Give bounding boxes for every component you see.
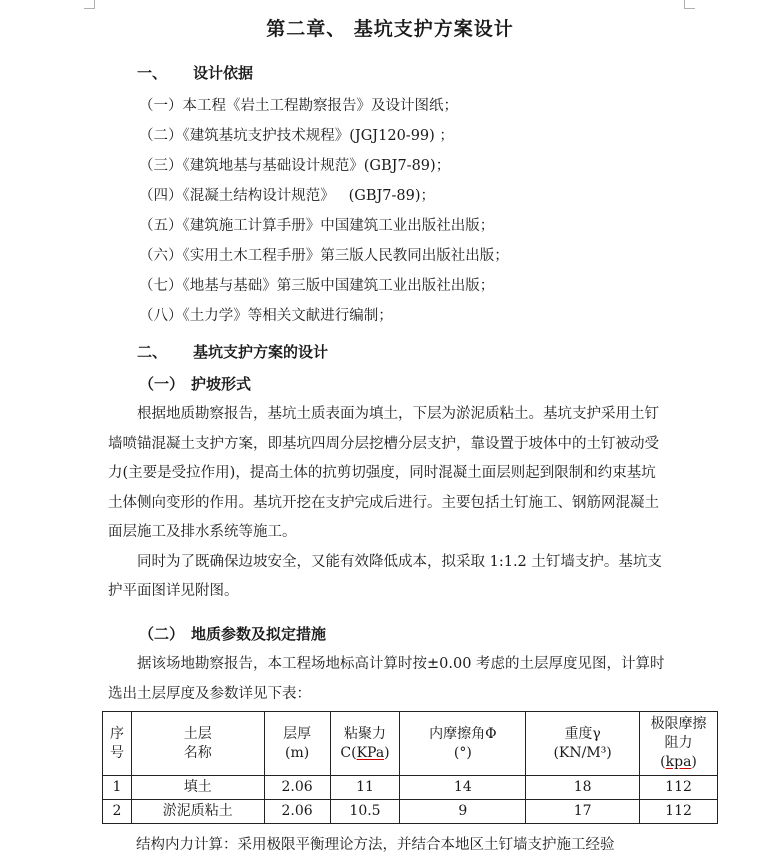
cell-friction: 9	[400, 800, 526, 824]
subsection-number: （二）	[139, 625, 185, 643]
header-cell-limit-friction: 极限摩擦 阻力 (kpa)	[640, 712, 718, 776]
cell-thickness: 2.06	[264, 776, 330, 800]
paragraph: 根据地质勘察报告，基坑土质表面为填土，下层为淤泥质粘土。基坑支护采用土钉墙喷锚混凝土支护方案，即基坑四周分层挖槽分层支护，靠设置于坡体中的土钉被动受力(主要是受拉作用)，提高土体的抗剪切强度，同时混凝土面层则起到限制和约束基坑土体侧向变形的作用。基坑开挖在支护完成后进行。主要包括土钉施工、钢筋网混凝土面层施工及排水系统等施工。	[108, 406, 659, 540]
cell-no: 2	[103, 800, 132, 824]
margin-corner-left	[84, 0, 95, 9]
geology-body	[108, 650, 668, 709]
cell-thickness: 2.06	[264, 800, 330, 824]
subsection-title: 护坡形式	[191, 375, 252, 393]
section-title: 设计依据	[193, 64, 254, 82]
table-header-row	[103, 712, 718, 776]
cell-layer: 填土	[131, 776, 264, 800]
subsection-heading-geology	[139, 623, 326, 644]
header-cell-unit-weight: 重度γ (KN/M³)	[526, 712, 640, 776]
cell-weight: 18	[526, 776, 640, 800]
basis-item-7: （七）《地基与基础》第三版中国建筑工业出版社出版；	[139, 278, 495, 294]
header-cell-layer: 土层 名称	[131, 712, 264, 776]
chapter-title: 第二章、 基坑支护方案设计	[266, 18, 514, 40]
section-heading-design	[137, 341, 328, 362]
header-cell-thickness: 层厚 (m)	[264, 712, 330, 776]
table-row	[103, 776, 718, 800]
section-title: 基坑支护方案的设计	[193, 343, 329, 361]
header-cell-cohesion: 粘聚力 C(KPa)	[330, 712, 400, 776]
cell-limit: 112	[640, 800, 718, 824]
subsection-heading-slope	[139, 373, 251, 394]
cell-weight: 17	[526, 800, 640, 824]
paragraph: 据该场地勘察报告，本工程场地标高计算时按±0.00 考虑的土层厚度见图，计算时选出土层厚度及参数详见下表：	[108, 656, 665, 702]
subsection-title: 地质参数及拟定措施	[191, 625, 327, 643]
soil-parameter-table	[102, 711, 718, 824]
cell-no: 1	[103, 776, 132, 800]
cell-cohesion: 11	[330, 776, 400, 800]
header-cell-no: 序 号	[103, 712, 132, 776]
cell-layer: 淤泥质粘土	[131, 800, 264, 824]
cell-cohesion: 10.5	[330, 800, 400, 824]
header-cell-friction-angle: 内摩擦角Φ (°)	[400, 712, 526, 776]
subsection-number: （一）	[139, 375, 185, 393]
footer-text: 结构内力计算：采用极限平衡理论方法，并结合本地区土钉墙支护施工经验	[136, 837, 615, 853]
cell-friction: 14	[400, 776, 526, 800]
margin-corner-right	[684, 0, 695, 9]
basis-item-6: （六）《实用土木工程手册》第三版人民教同出版社出版；	[139, 248, 509, 264]
section-number: 一、	[137, 64, 168, 82]
basis-item-4: （四）《混凝土结构设计规范》 (GBJ7-89)；	[139, 188, 436, 204]
table-row	[103, 800, 718, 824]
cell-limit: 112	[640, 776, 718, 800]
slope-body	[108, 400, 668, 607]
basis-item-2: （二）《建筑基坑支护技术规程》(JGJ120-99) ；	[139, 128, 454, 144]
basis-item-8: （八）《土力学》等相关文献进行编制；	[139, 308, 393, 324]
section-number: 二、	[137, 343, 168, 361]
basis-item-3: （三）《建筑地基与基础设计规范》(GBJ7-89)；	[139, 158, 451, 174]
paragraph: 同时为了既确保边坡安全，又能有效降低成本，拟采取 1:1.2 土钉墙支护。基坑支护平面图详见附图。	[108, 553, 662, 599]
basis-item-1: （一）本工程《岩土工程勘察报告》及设计图纸；	[139, 98, 458, 114]
section-heading-basis	[137, 62, 253, 83]
basis-item-5: （五）《建筑施工计算手册》中国建筑工业出版社出版；	[139, 218, 495, 234]
